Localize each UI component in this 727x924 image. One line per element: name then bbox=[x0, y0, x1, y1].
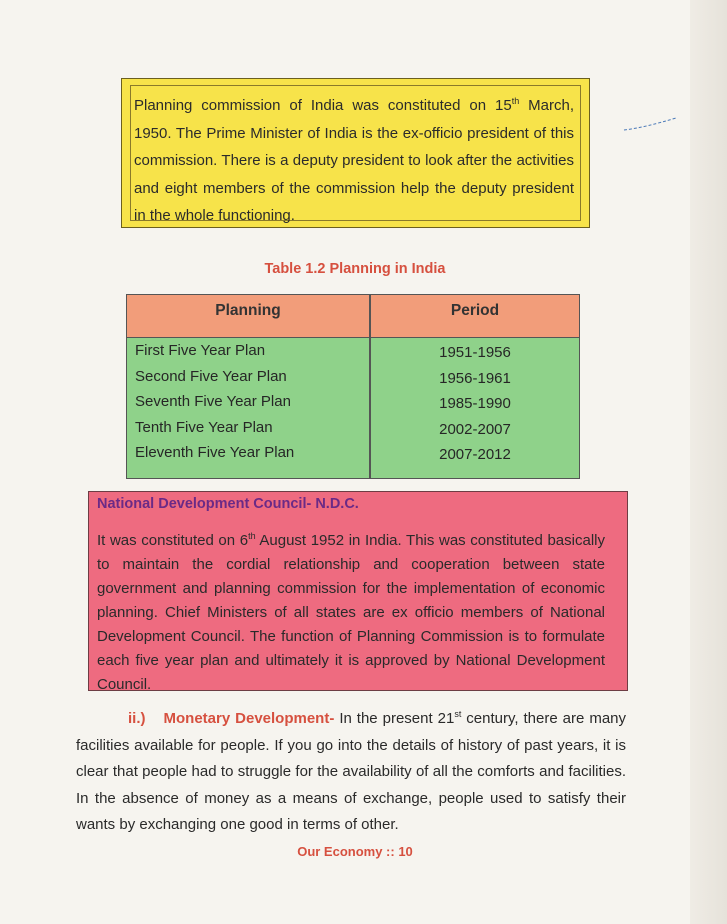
table-row bbox=[127, 444, 579, 470]
table-row bbox=[127, 342, 579, 368]
table-cell-plan: First Five Year Plan bbox=[135, 342, 266, 359]
planning-commission-text bbox=[134, 88, 574, 230]
pen-stroke-mark bbox=[622, 112, 678, 136]
table-cell-plan: Tenth Five Year Plan bbox=[135, 418, 273, 436]
section-number: ii.) bbox=[128, 710, 146, 727]
info-text-rest: March, 1950. The Prime Minister of India is the ex-officio president of this commission. There is a deputy president to look after the activities and eight members of the commission help the deputy president in the whole functioning. bbox=[134, 97, 574, 224]
table-row bbox=[127, 419, 579, 445]
ndc-box bbox=[88, 491, 628, 691]
page-footer: Our Economy :: 10 bbox=[297, 844, 413, 859]
ndc-text-start: It was constituted on 6 bbox=[97, 532, 249, 549]
info-text-superscript: th bbox=[511, 96, 520, 106]
monetary-text-rest: century, there are many facilities available for people. If you go into the details of history of past years, it is clear that people had to struggle for the availability of all the comforts and facilities. In the absence of money as a means of exchange, people used to satisfy their wants by exchanging one good in terms of other. bbox=[76, 710, 626, 833]
ndc-heading: National Development Council- N.D.C. bbox=[97, 496, 359, 512]
table-rows bbox=[127, 342, 579, 470]
ndc-text-rest: August 1952 in India. This was constituted basically to maintain the cordial relationship and cooperation between state government and planning commission for the implementation of economic planning. Chief Ministers of all states are ex officio members of National Development Council. The function of Planning Commission is to formulate each five year plan and ultimately it is approved by National Development Council. bbox=[97, 532, 605, 693]
table-cell-period: 2007-2012 bbox=[439, 446, 511, 463]
table-cell-plan: Seventh Five Year Plan bbox=[135, 393, 291, 410]
table-header-planning: Planning bbox=[215, 302, 281, 319]
planning-table bbox=[126, 294, 580, 479]
planning-commission-box bbox=[121, 78, 590, 228]
table-header-period: Period bbox=[450, 302, 500, 319]
table-cell-period: 2002-2007 bbox=[439, 420, 511, 438]
table-row bbox=[127, 393, 579, 419]
info-text-start: Planning commission of India was constituted on 15 bbox=[134, 97, 512, 114]
table-header-row bbox=[127, 295, 579, 338]
monetary-text-superscript: st bbox=[454, 709, 462, 719]
ndc-text bbox=[97, 524, 605, 697]
table-row bbox=[127, 368, 579, 394]
table-title: Table 1.2 Planning in India bbox=[264, 261, 446, 277]
monetary-text-start: In the present 21 bbox=[334, 710, 455, 727]
monetary-heading: Monetary Development- bbox=[163, 710, 335, 727]
monetary-development-paragraph bbox=[76, 701, 626, 839]
page-edge-shadow bbox=[690, 0, 727, 924]
table-cell-period: 1985-1990 bbox=[439, 395, 511, 412]
table-cell-period: 1956-1961 bbox=[439, 369, 511, 387]
table-cell-plan: Second Five Year Plan bbox=[135, 367, 287, 385]
ndc-text-superscript: th bbox=[248, 531, 256, 541]
table-cell-plan: Eleventh Five Year Plan bbox=[135, 444, 295, 461]
table-cell-period: 1951-1956 bbox=[439, 344, 511, 361]
